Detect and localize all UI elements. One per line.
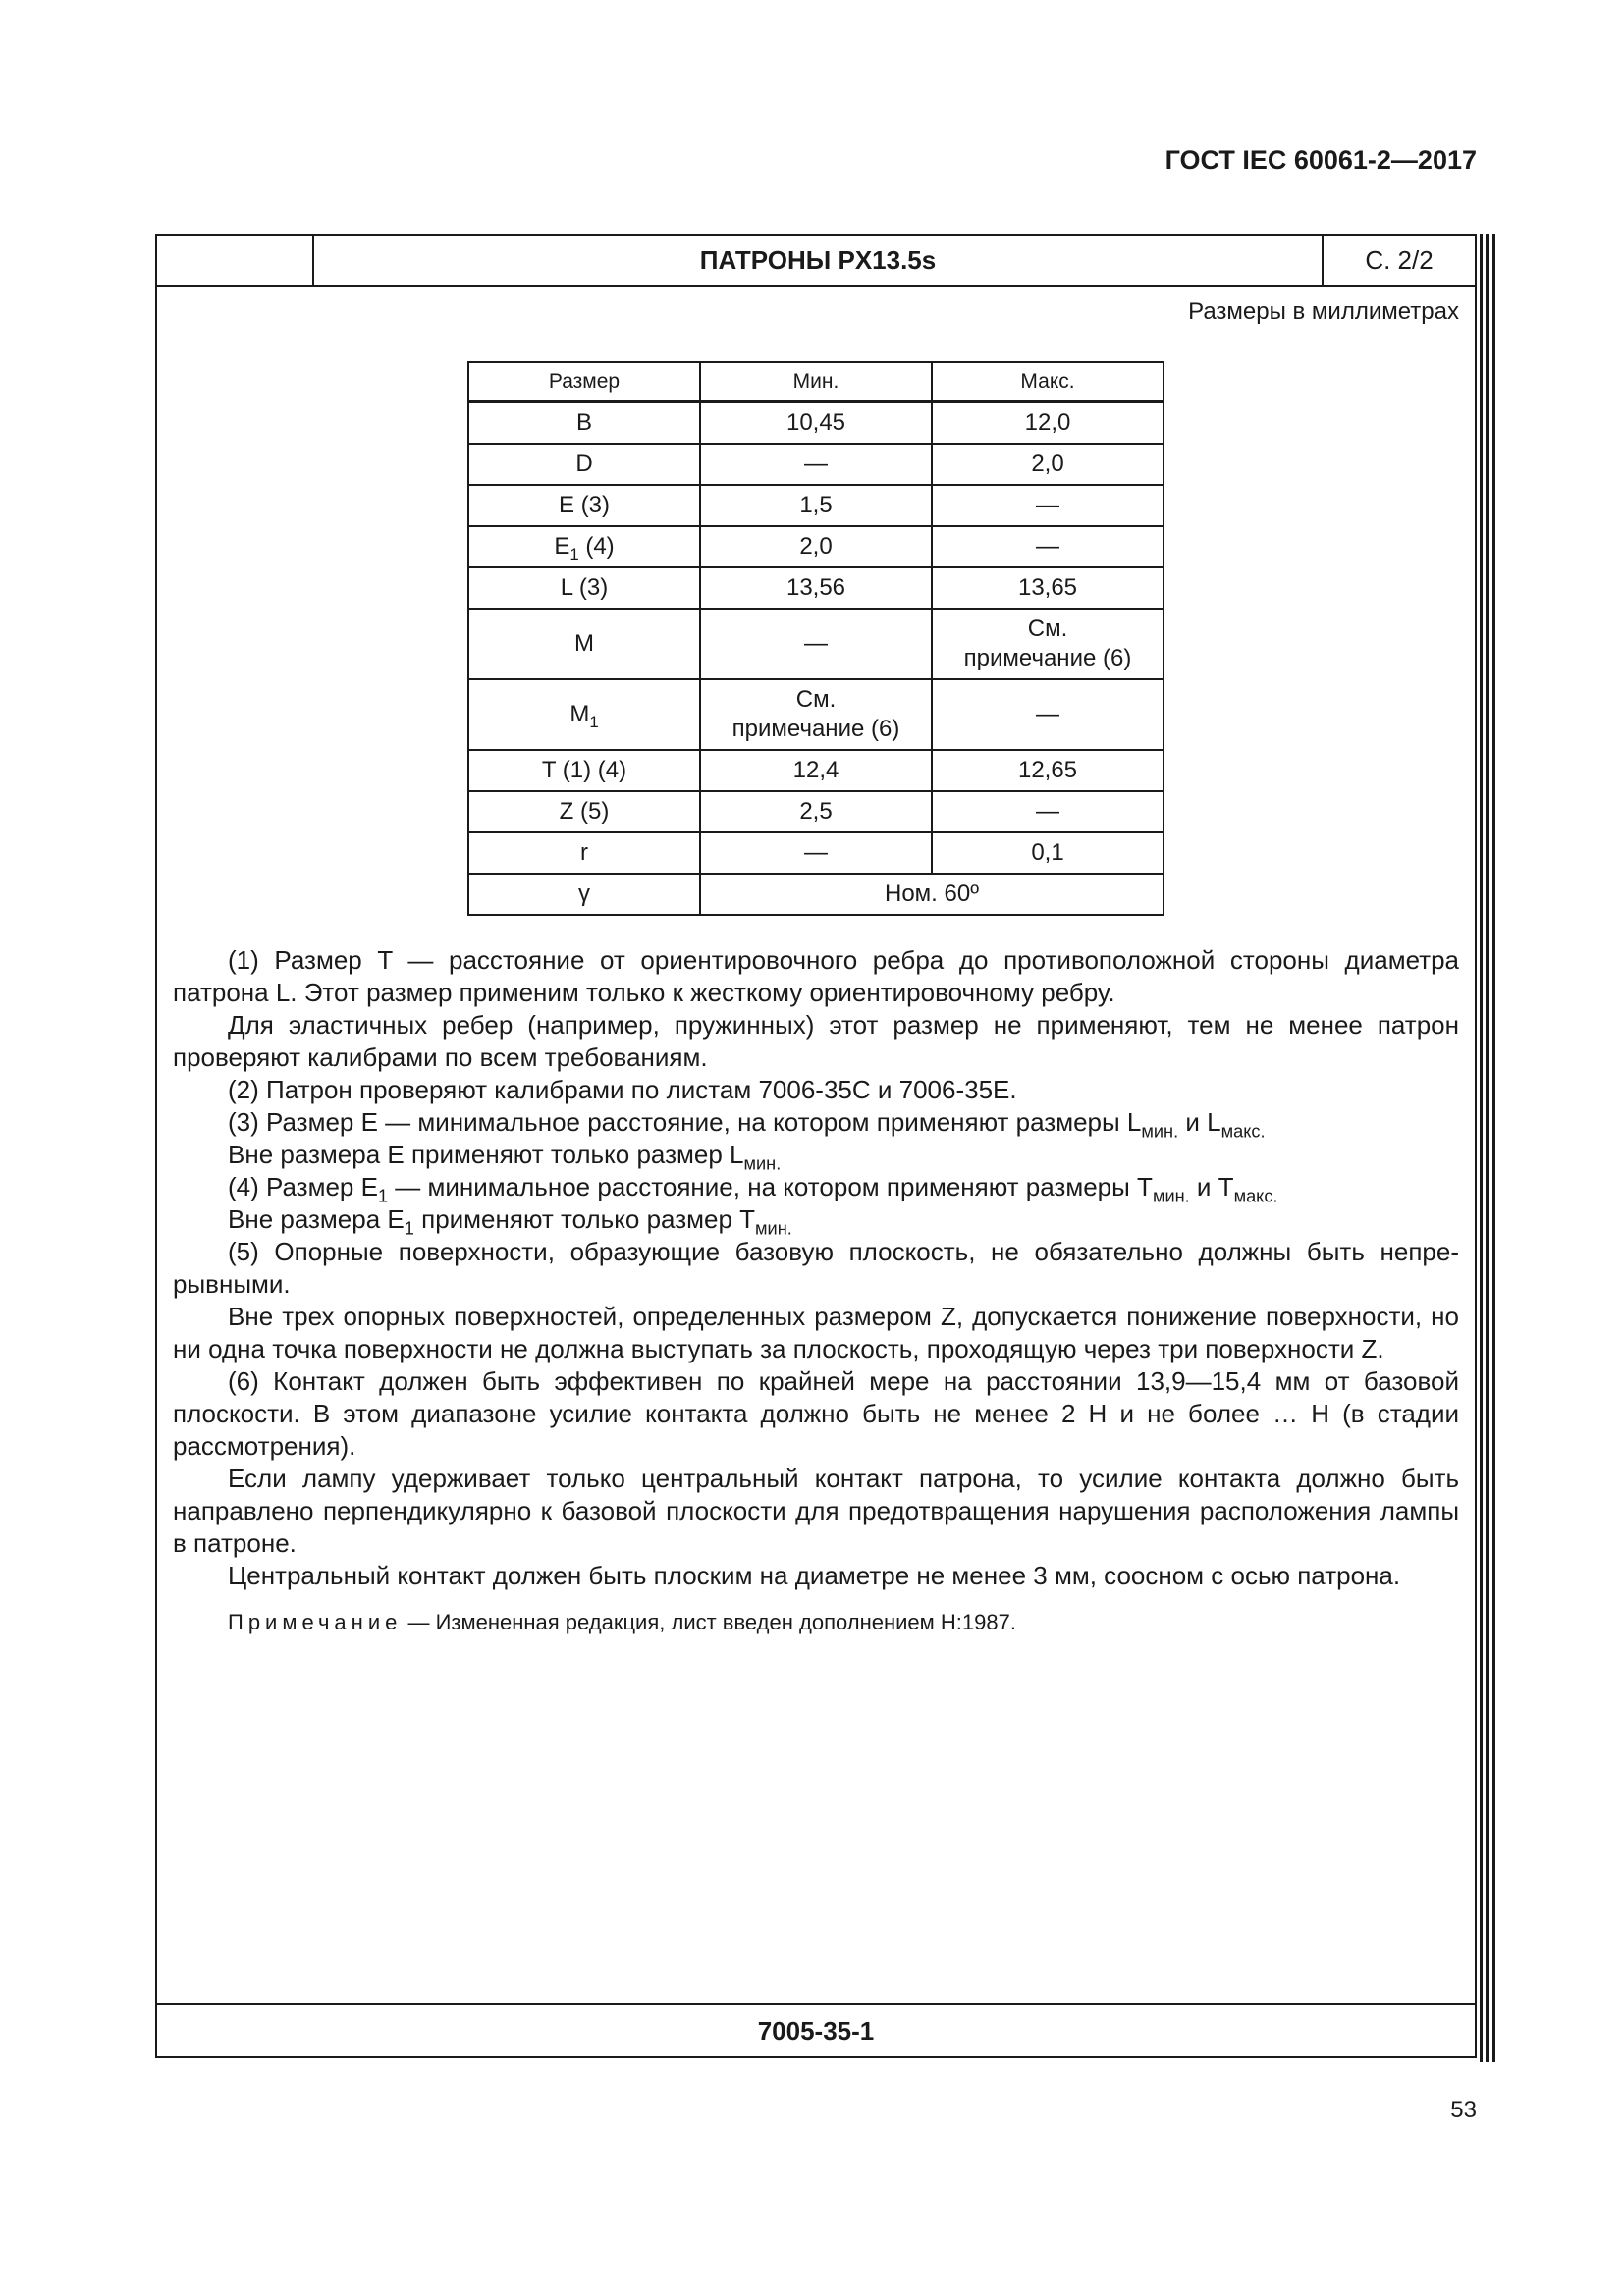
- column-header-size: Размер: [468, 362, 700, 402]
- cell-size: Z (5): [468, 791, 700, 832]
- note-paragraph: Если лампу удерживает только центральный контакт патрона, то усилие контакта должно быть направлено перпендикулярно к базовой плоскости для предотвращения нарушения расположения лампы в патроне.: [173, 1464, 1459, 1558]
- table-row: [468, 567, 1164, 609]
- note-subscript: макс.: [1220, 1121, 1266, 1142]
- cell-line: См.: [795, 686, 837, 713]
- note-paragraph: Вне трех опорных поверхностей, определенных размером Z, допускается понижение поверхности, но ни одна точка поверхности не должна выступать за плоскость, проходящую через три поверхности Z.: [173, 1302, 1459, 1363]
- cell-min: —: [700, 609, 932, 679]
- frame-edge-line: [1486, 234, 1489, 2062]
- cell-size: γ: [468, 874, 700, 915]
- size-subscript: 1: [569, 544, 579, 563]
- cell-size: M: [468, 609, 700, 679]
- table-row: [468, 444, 1164, 485]
- note-text: и L: [1178, 1107, 1221, 1137]
- cell-max: 12,0: [932, 402, 1164, 445]
- cell-size: r: [468, 832, 700, 874]
- note-text: Вне размера E: [228, 1204, 405, 1234]
- page-number: 53: [1450, 2097, 1477, 2123]
- note-subscript: 1: [404, 1218, 414, 1239]
- cell-min: 1,5: [700, 485, 932, 526]
- note-subscript: мин.: [755, 1218, 792, 1239]
- note-paragraph: [173, 1106, 1459, 1142]
- cell-min: 12,4: [700, 750, 932, 791]
- sheet-page-indicator: С. 2/2: [1365, 245, 1434, 275]
- table-row: [468, 874, 1164, 915]
- remark-text: — Измененная редакция, лист введен дополнением H:1987.: [402, 1610, 1016, 1634]
- table-header-row: [468, 362, 1164, 402]
- note-paragraph: Центральный контакт должен быть плоским на диаметре не менее 3 мм, соосном с осью патрона.: [228, 1561, 1401, 1590]
- cell-line: См.: [1027, 615, 1068, 642]
- cell-max: [932, 609, 1164, 679]
- note-paragraph: (5) Опорные поверхности, образующие базовую плоскость, не обязательно должны быть непре-рывными.: [173, 1237, 1459, 1299]
- standard-header: ГОСТ IEC 60061-2—2017: [1164, 145, 1477, 175]
- frame-edge-line: [1480, 234, 1483, 2062]
- note-paragraph: [173, 1203, 1459, 1239]
- cell-max: 12,65: [932, 750, 1164, 791]
- frame-edge-line: [1492, 234, 1495, 2062]
- table-row: [468, 679, 1164, 750]
- cell-min: —: [700, 444, 932, 485]
- note-text: Вне размера E применяют только размер L: [228, 1140, 744, 1169]
- cell-size: T (1) (4): [468, 750, 700, 791]
- size-base: M: [569, 701, 590, 727]
- note-subscript: мин.: [743, 1153, 782, 1174]
- cell-max: 0,1: [932, 832, 1164, 874]
- note-paragraph: Для эластичных ребер (например, пружинных) этот размер не применяют, тем не менее патрон проверяют калибрами по всем требованиям.: [173, 1010, 1459, 1072]
- cell-size: [468, 679, 700, 750]
- units-note: Размеры в миллиметрах: [1188, 298, 1459, 325]
- cell-max: —: [932, 526, 1164, 567]
- cell-line: примечание (6): [731, 716, 900, 742]
- size-subscript: 1: [589, 712, 599, 731]
- table-row: [468, 485, 1164, 526]
- table-row: [468, 832, 1164, 874]
- notes-section: [173, 944, 1459, 1638]
- dimensions-table: [467, 361, 1164, 916]
- cell-min: —: [700, 832, 932, 874]
- remark-label: Примечание: [228, 1610, 403, 1634]
- note-subscript: макс.: [1233, 1186, 1278, 1206]
- size-rest: (4): [578, 533, 615, 560]
- note-subscript: 1: [377, 1186, 389, 1206]
- sheet-frame: [155, 234, 1477, 2058]
- cell-min: 13,56: [700, 567, 932, 609]
- size-base: E: [554, 533, 570, 560]
- column-header-min: Мин.: [700, 362, 932, 402]
- cell-max: —: [932, 679, 1164, 750]
- note-paragraph: [173, 1139, 1459, 1174]
- note-subscript: мин.: [1152, 1186, 1190, 1206]
- remark-note: [173, 1606, 1459, 1638]
- note-text: и T: [1189, 1172, 1234, 1201]
- cell-size: B: [468, 402, 700, 445]
- cell-size: D: [468, 444, 700, 485]
- note-text: (3) Размер E — минимальное расстояние, на котором применяют размеры L: [228, 1107, 1142, 1137]
- sheet-code: 7005-35-1: [157, 2003, 1475, 2056]
- cell-size: L (3): [468, 567, 700, 609]
- sheet-title: ПАТРОНЫ PX13.5s: [314, 236, 1324, 285]
- cell-max: 2,0: [932, 444, 1164, 485]
- table-row: [468, 750, 1164, 791]
- cell-merged-value: Ном. 60º: [700, 874, 1164, 915]
- cell-line: примечание (6): [963, 645, 1132, 671]
- note-text: применяют только размер T: [413, 1204, 756, 1234]
- sheet-title-row: [157, 236, 1475, 287]
- cell-max: —: [932, 791, 1164, 832]
- cell-size: E (3): [468, 485, 700, 526]
- note-subscript: мин.: [1141, 1121, 1179, 1142]
- cell-min: 2,0: [700, 526, 932, 567]
- cell-min: 10,45: [700, 402, 932, 445]
- column-header-max: Макс.: [932, 362, 1164, 402]
- note-text: (4) Размер E: [228, 1172, 378, 1201]
- table-row: [468, 526, 1164, 567]
- note-paragraph: (1) Размер T — расстояние от ориентировочного ребра до противоположной стороны диаметра патрона L. Этот размер применим только к жесткому ориентировочному ребру.: [173, 945, 1459, 1007]
- note-text: — минимальное расстояние, на котором применяют размеры T: [388, 1172, 1153, 1201]
- cell-max: —: [932, 485, 1164, 526]
- note-paragraph: (6) Контакт должен быть эффективен по крайней мере на расстоянии 13,9—15,4 мм от базовой плоскости. В этом диапазоне усилие контакта должно быть не менее 2 Н и не более … Н (в стадии рассмотрения).: [173, 1366, 1459, 1461]
- cell-max: 13,65: [932, 567, 1164, 609]
- table-row: [468, 402, 1164, 445]
- title-blank-cell: [157, 236, 314, 285]
- cell-size: [468, 526, 700, 567]
- note-paragraph: [173, 1171, 1459, 1206]
- cell-min: 2,5: [700, 791, 932, 832]
- cell-min: [700, 679, 932, 750]
- note-paragraph: (2) Патрон проверяют калибрами по листам 7006-35C и 7006-35E.: [228, 1075, 1017, 1104]
- table-row: [468, 791, 1164, 832]
- table-row: [468, 609, 1164, 679]
